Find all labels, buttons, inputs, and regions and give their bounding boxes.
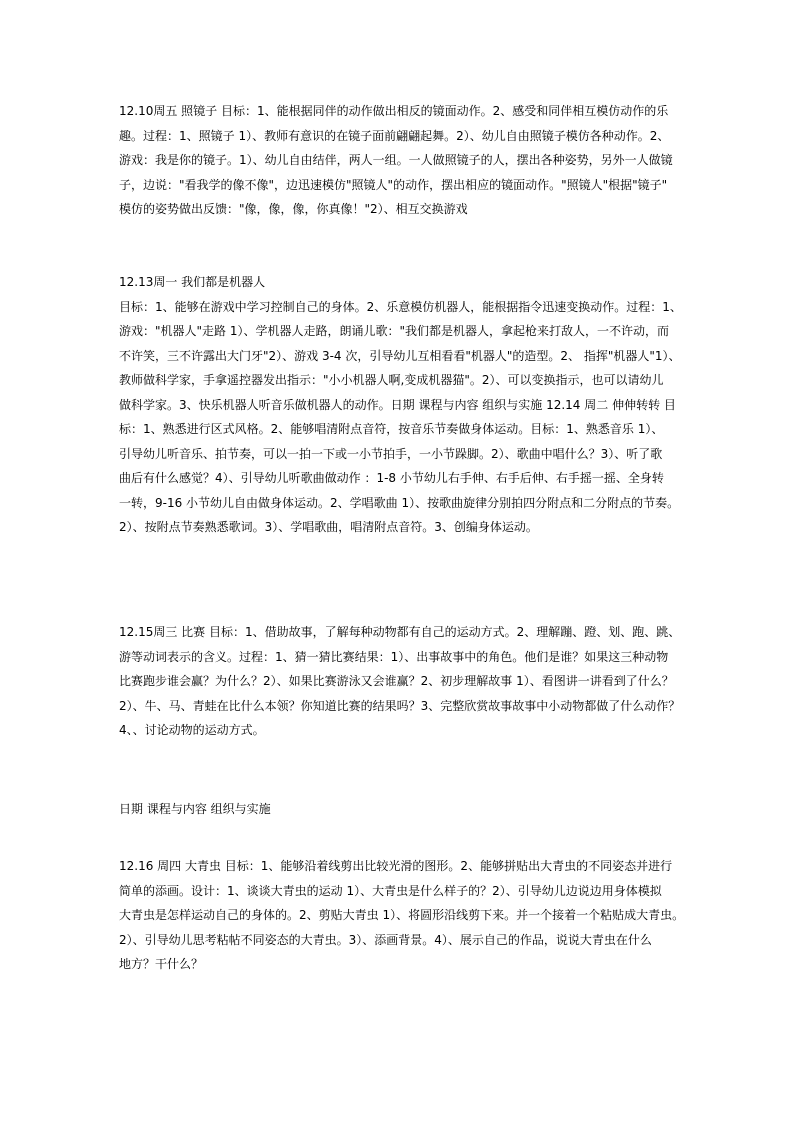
text-line: 标：1、熟悉进行区式风格。2、能够唱清附点音符，按音乐节奏做身体运动。目标：1、熟悉音乐 1）、: [119, 422, 664, 436]
text-line: 2）、引导幼儿思考粘帖不同姿态的大青虫。3）、添画背景。4）、展示自己的作品，说说大青虫在什么: [119, 932, 652, 947]
text-line: 目标：1、能够在游戏中学习控制自己的身体。2、乐意模仿机器人，能根据指令迅速变换动作。过程：1、: [119, 299, 682, 314]
text-line: 比赛跑步谁会赢？为什么？2）、如果比赛游泳又会谁赢？2、初步理解故事 1）、看图讲一讲看到了什么？: [119, 674, 674, 688]
paragraph-dec16-caterpillar: [119, 854, 685, 977]
text-line: 日期 课程与内容 组织与实施: [119, 802, 271, 816]
text-line: 曲后有什么感觉？4）、引导幼儿听歌曲做动作 ：1-8 小节幼儿右手伸、右手后伸、右手摇一摇、全身转: [119, 471, 664, 485]
text-line: 引导幼儿听音乐、拍节奏，可以一拍一下或一小节拍手，一小节跺脚。2）、歌曲中唱什么？3）、听了歌: [119, 446, 663, 461]
text-line: 12.10周五 照镜子 目标：1、能根据同伴的动作做出相反的镜面动作。2、感受和同伴相互模仿动作的乐: [119, 104, 669, 118]
table-header-line: [119, 797, 679, 822]
text-line: 4、、讨论动物的运动方式。: [119, 723, 265, 737]
paragraph-dec10-mirror: [119, 99, 679, 222]
text-line: 简单的添画。设计：1、谈谈大青虫的运动 1）、大青虫是什么样子的？2）、引导幼儿边说边用身体模拟: [119, 883, 662, 898]
paragraph-dec15-race: [119, 620, 679, 743]
text-line: 子，边说："看我学的像不像"，边迅速模仿"照镜人"的动作，摆出相应的镜面动作。"照镜人"根据"镜子": [119, 177, 668, 192]
text-line: 一转，9-16 小节幼儿自由做身体运动。2、学唱歌曲 1）、按歌曲旋律分别拍四分附点和二分附点的节奏。: [119, 495, 680, 510]
text-line: 游戏：我是你的镜子。1）、幼儿自由结伴，两人一组。一人做照镜子的人，摆出各种姿势，另外一人做镜: [119, 153, 673, 167]
text-line: 做科学家。3、快乐机器人听音乐做机器人的动作。日期 课程与内容 组织与实施 12.14 周二 伸伸转转 目: [119, 397, 676, 412]
text-line: 2）、牛、马、青蛙在比什么本领？你知道比赛的结果吗？3、完整欣赏故事故事中小动物都做了什么动作？: [119, 698, 681, 713]
text-line: 12.13周一 我们都是机器人: [119, 275, 266, 289]
paragraph-dec13-robot: [119, 270, 682, 540]
text-line: 2）、按附点节奏熟悉歌词。3）、学唱歌曲，唱清附点音符。3、创编身体运动。: [119, 520, 538, 534]
text-line: 12.16 周四 大青虫 目标：1、能够沿着线剪出比较光滑的图形。2、能够拼贴出大青虫的不同姿态并进行: [119, 859, 673, 873]
text-line: 游等动词表示的含义。过程：1、猜一猜比赛结果：1）、出事故事中的角色。他们是谁？如果这三种动物: [119, 649, 669, 664]
text-line: 大青虫是怎样运动自己的身体的。2、剪贴大青虫 1）、将圆形沿线剪下来。并一个接着一个粘贴成大青虫。: [119, 908, 685, 922]
text-line: 模仿的姿势做出反馈："像，像，像，你真像！"2）、相互交换游戏: [119, 202, 468, 216]
text-line: 趣。过程：1、照镜子 1）、教师有意识的在镜子面前翩翩起舞。2）、幼儿自由照镜子模仿各种动作。2、: [119, 128, 670, 143]
text-line: 12.15周三 比赛 目标：1、借助故事，了解每种动物都有自己的运动方式。2、理解蹦、蹬、划、跑、跳、: [119, 625, 681, 639]
text-line: 地方？干什么？: [119, 957, 204, 971]
text-line: 教师做科学家，手拿遥控器发出指示："小小机器人啊,变成机器猫"。2）、可以变换指示，也可以请幼儿: [119, 373, 664, 387]
text-line: 游戏："机器人"走路 1）、学机器人走路，朗诵儿歌："我们都是机器人，拿起枪来打敌人，一不许动，而: [119, 324, 670, 338]
text-line: 不许笑，三不许露出大门牙"2）、游戏 3-4 次，引导幼儿互相看看"机器人"的造型。2、 指挥"机器人"1）、: [119, 348, 681, 363]
